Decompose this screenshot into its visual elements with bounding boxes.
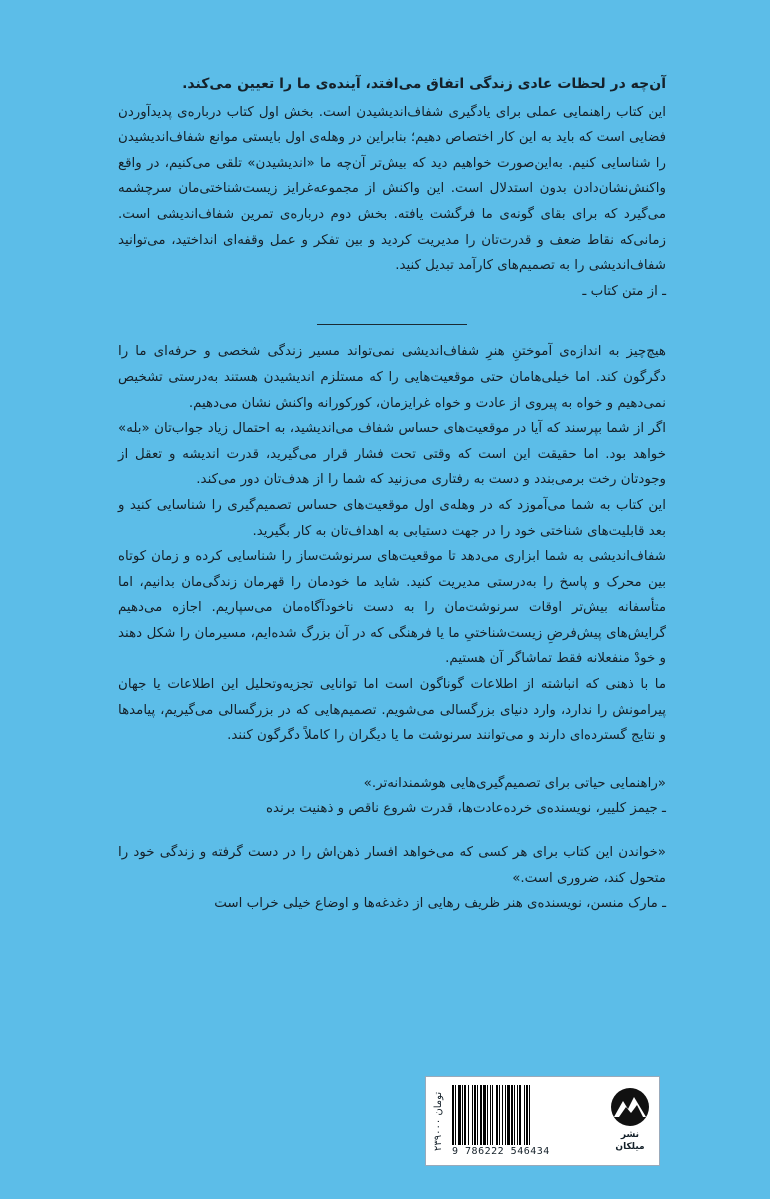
endorsement-quote: «راهنمایی حیاتی برای تصمیم‌گیری‌هایی هوشمندانه‌تر.» [363,775,666,791]
body-paragraph: هیچ‌چیز به اندازه‌ی آموختنِ هنرِ شفاف‌اندیشی نمی‌تواند مسیر زندگی شخصی و حرفه‌ای ما را دگرگون کند. اما خیلی‌هامان حتی موقعیت‌هایی را که مستلزم اندیشیدن هستند به‌درستی تشخیص نمی‌دهیم و خواه به پیروی از عادت و خواه غرایزمان، کورکورانه واکنش نشان می‌دهیم. [118,344,666,411]
body-paragraph: اگر از شما بپرسند که آیا در موقعیت‌های حساس شفاف می‌اندیشید، به احتمال زیاد جواب‌تان «بله» خواهد بود. اما حقیقت این است که وقتی تحت فشار قرار می‌گیرید، قدرت اندیشه و تعقل از وجودتان رخت برمی‌بندد و دست به رفتاری می‌زنید که شما را از هدف‌تان دور می‌کند. [118,421,666,488]
endorsement-attribution: ـ مارک منسن، نویسنده‌ی هنر ظریف رهایی از دغدغه‌ها و اوضاع خیلی خراب است [214,896,666,912]
endorsement-quote: «خواندن این کتاب برای هر کسی که می‌خواهد افسار ذهن‌اش را در دست گرفته و زندگی خود را متحول کند، ضروری است.» [118,845,666,886]
body-paragraph: این کتاب به شما می‌آموزد که در وهله‌ی اول موقعیت‌های حساس تصمیم‌گیری را شناسایی کنید و بعد قابلیت‌های شناختی خود را در جهت دستیابی به اهداف‌تان به کار بگیرید. [118,497,666,539]
body-paragraph: شفاف‌اندیشی به شما ابزاری می‌دهد تا موقعیت‌های سرنوشت‌ساز را شناسایی کرده و زمان کوتاه بین محرک و پاسخ را به‌درستی مدیریت کنید. شاید ما خودمان را قهرمان زندگی‌مان بدانیم، اما متأسفانه بیش‌تر اوقات سرنوشت‌مان را به دست ناخودآگاه‌مان می‌سپاریم. اجازه می‌دهیم گرایش‌های پیش‌فرضِ زیست‌شناختیِ ما یا فرهنگی که در آن بزرگ شده‌ایم، مسیرمان را شکل دهند و خودْ منفعلانه فقط تماشاگر آن هستیم. [118,549,666,667]
price-label: ۲۳۹۰۰۰ تومان [433,1091,444,1151]
endorsement [118,840,666,917]
intro-paragraph: این کتاب راهنمایی عملی برای یادگیری شفاف‌اندیشیدن است. بخش اول کتاب درباره‌ی پدیدآوردن فضایی است که باید به این کار اختصاص دهیم؛ بنابراین در وهله‌ی اول بایستی موانع شفاف‌اندیشیدن را شناسایی کنیم. به‌این‌صورت خواهیم دید که بیش‌تر آن‌چه ما «اندیشیدن» تلقی می‌کنیم، در واقع واکنش‌نشان‌دادن بدون استدلال است. این واکنش از مجموعه‌غرایز زیست‌شناختی‌مان سرچشمه می‌گیرد که برای بقای گونه‌ی ما فرگشت یافته. بخش دوم درباره‌ی تمرین شفاف‌اندیشی است. زمانی‌که نقاط ضعف و قدرت‌تان را مدیریت کردید و بین تفکر و عمل وقفه‌ای انداختید، می‌توانید شفاف‌اندیشی را به تصمیم‌های کارآمد تبدیل کنید. [118,104,666,274]
barcode-stripe [530,1085,532,1145]
endorsement [118,771,666,822]
barcode-panel [425,1076,660,1166]
intro-attribution: ـ از متن کتاب ـ [582,283,666,299]
body-paragraph: ما با ذهنی که انباشته از اطلاعات گوناگون است اما توانایی تجزیه‌وتحلیل این اطلاعات یا جهان پیرامونش را ندارد، وارد دنیای بزرگسالی می‌شویم. تصمیم‌هایی که در بزرگسالی می‌گیریم، پیامدها و نتایج گسترده‌ای دارند و می‌توانند سرنوشت ما یا دیگران را کاملاً دگرگون کنند. [118,677,666,744]
isbn-number: 9 786222 546434 [452,1146,550,1157]
back-cover-text [118,62,666,917]
endorsement-attribution: ـ جیمز کلییر، نویسنده‌ی خرده‌عادت‌ها، قدرت شروع ناقص و ذهنیت برنده [266,801,666,817]
headline: آن‌چه در لحظات عادی زندگی اتفاق می‌افتد، آینده‌ی ما را تعیین می‌کند. [182,76,666,92]
publisher-logo [606,1085,654,1157]
barcode [452,1085,602,1145]
publisher-name: نشر میلکان [615,1130,645,1152]
mountain-peaks-icon [610,1085,650,1129]
section-divider [317,324,467,325]
